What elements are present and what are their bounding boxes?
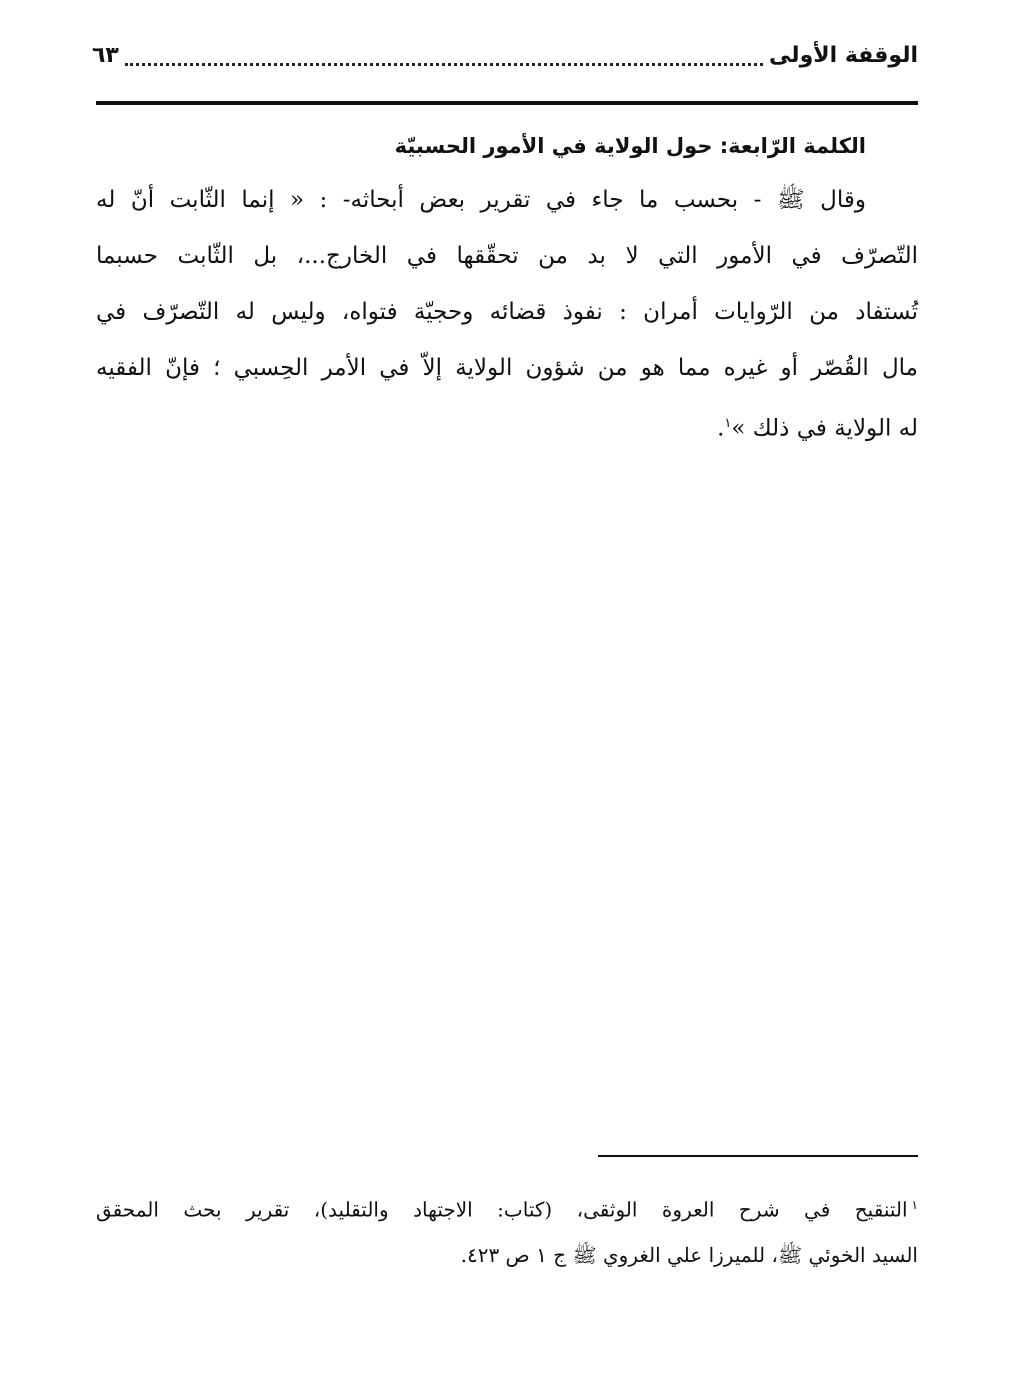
footnote-reference: ١ bbox=[724, 416, 732, 431]
body-paragraph bbox=[96, 172, 918, 452]
end-punctuation: . bbox=[717, 415, 725, 442]
body-line-last bbox=[96, 396, 918, 452]
body-line-text: له الولاية في ذلك » bbox=[731, 415, 918, 442]
body-line: التّصرّف في الأمور التي لا بد من تحقّقها في الخارج...، بل الثّابت حسبما bbox=[96, 243, 918, 269]
body-line: تُستفاد من الرّوايات أمران : نفوذ قضائه وحجيّة فتواه، وليس له التّصرّف في bbox=[96, 299, 918, 325]
footnote-line bbox=[96, 1180, 918, 1230]
footnote-line: السيد الخوئي ﷺ، للميرزا علي الغروي ﷺ ج ١ ص ٤٢٣. bbox=[460, 1243, 918, 1267]
footnote-separator bbox=[598, 1155, 918, 1157]
footnote-marker: ١ bbox=[911, 1198, 918, 1212]
body-line: وقال ﷺ - بحسب ما جاء في تقرير بعض أبحاثه- : « إنما الثّابت أنّ له bbox=[96, 187, 866, 213]
dotted-leader bbox=[125, 62, 763, 66]
page-number: ٦٣ bbox=[92, 43, 119, 68]
footnote-text: التنقيح في شرح العروة الوثقى، (كتاب: الاجتهاد والتقليد)، تقرير بحث المحقق bbox=[96, 1197, 908, 1222]
running-title: الوقفة الأولى bbox=[769, 43, 918, 68]
section-heading bbox=[96, 124, 866, 168]
footnotes bbox=[96, 1180, 918, 1280]
section-label: الكلمة الرّابعة: bbox=[719, 134, 866, 158]
section-title: حول الولاية في الأمور الحسبيّة bbox=[394, 134, 713, 158]
body-line: مال القُصّر أو غيره مما هو من شؤون الولاية إلاّ في الأمر الحِسبي ؛ فإنّ الفقيه bbox=[96, 355, 918, 381]
header-rule bbox=[96, 101, 918, 105]
page-header bbox=[92, 28, 918, 76]
